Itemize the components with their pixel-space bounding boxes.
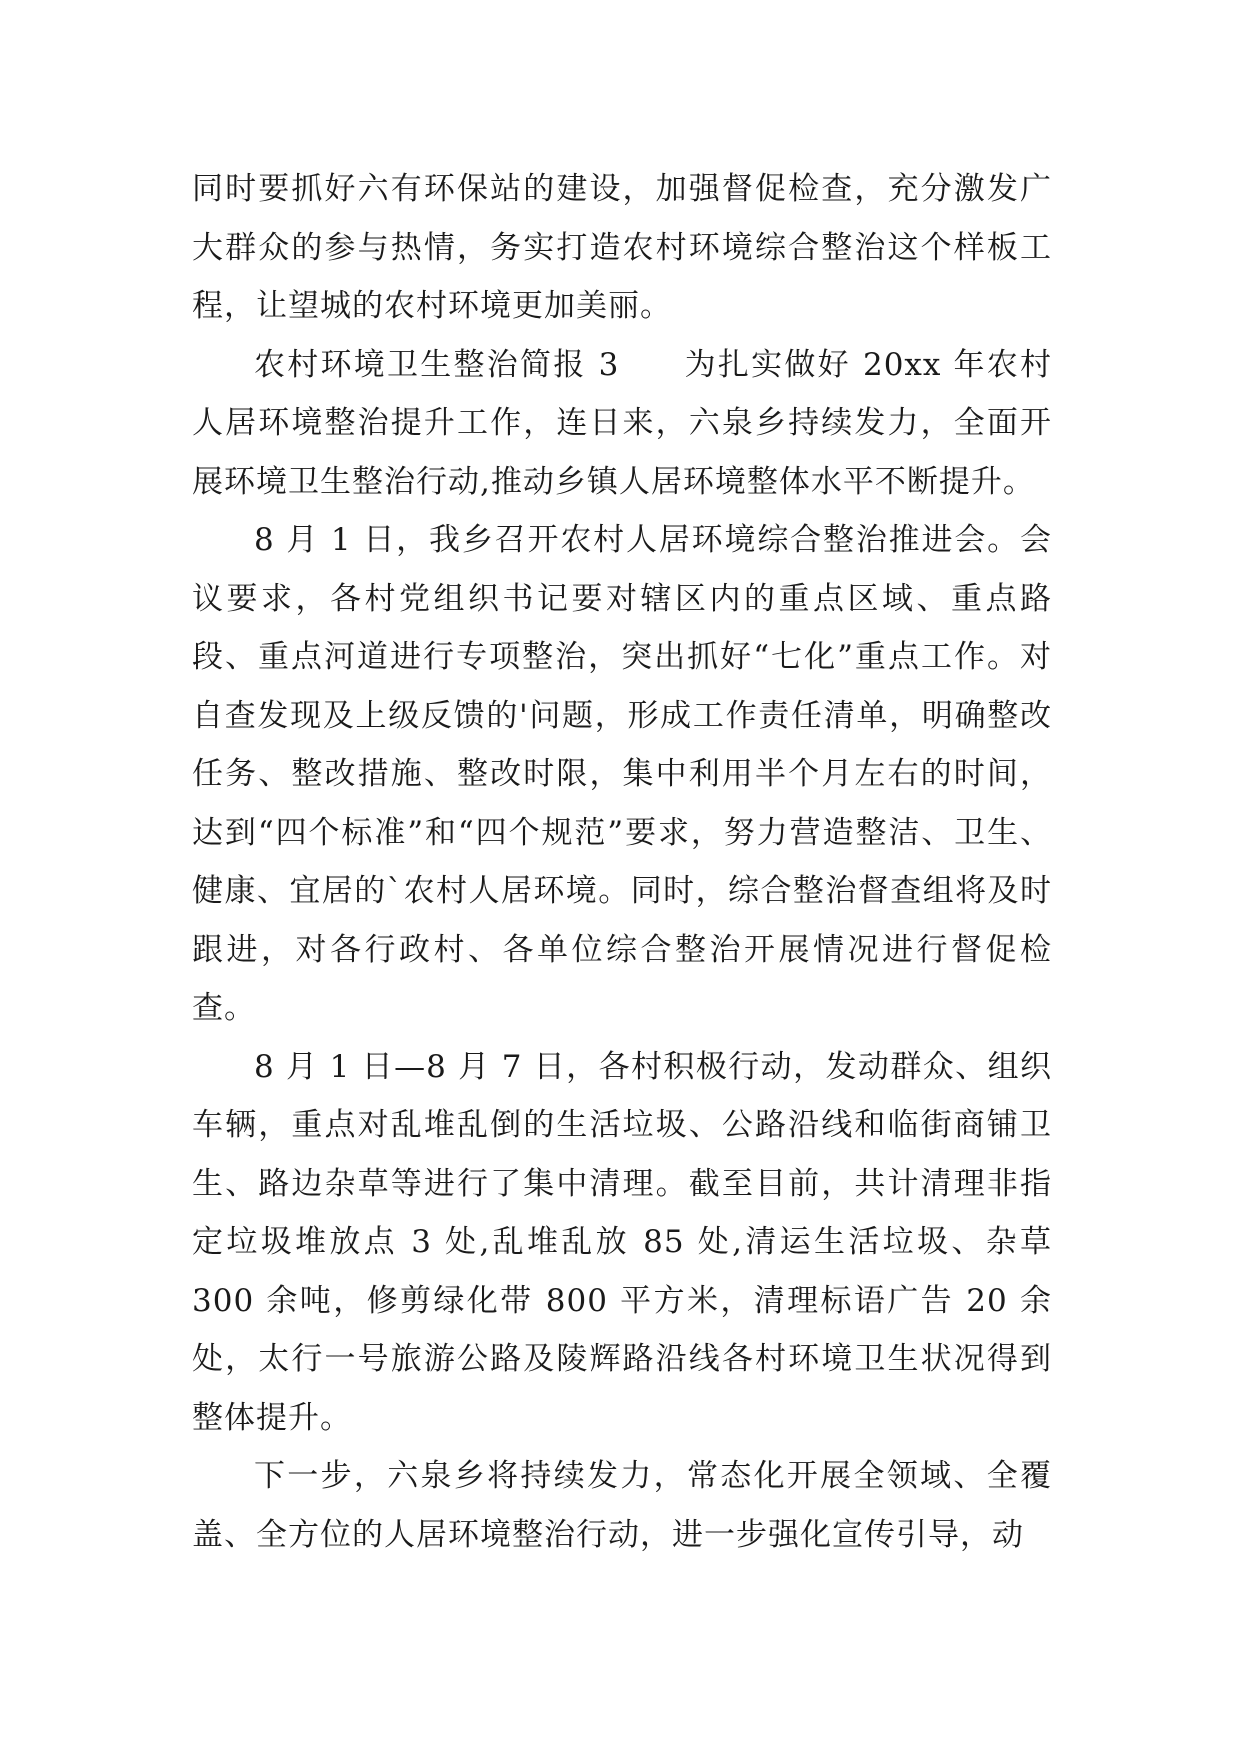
briefing-heading: 农村环境卫生整治简报 3 — [254, 346, 620, 383]
paragraph-2-text: 为扎实做好 20xx 年农村人居环境整治提升工作，连日来，六泉乡持续发力，全面开展环境卫生整治行动,推动乡镇人居环境整体水平不断提升。 — [192, 346, 1053, 500]
paragraph-4 — [192, 1038, 1052, 1448]
paragraph-2 — [192, 336, 1052, 512]
paragraph-3-text: 8 月 1 日，我乡召开农村人居环境综合整治推进会。会议要求，各村党组织书记要对辖区内的重点区域、重点路段、重点河道进行专项整治，突出抓好“七化”重点工作。对自查发现及上级反馈的'问题，形成工作责任清单，明确整改任务、整改措施、整改时限，集中利用半个月左右的时间，达到“四个标准”和“四个规范”要求，努力营造整洁、卫生、健康、宜居的`农村人居环境。同时，综合整治督查组将及时跟进，对各行政村、各单位综合整治开展情况进行督促检查。 — [192, 522, 1052, 1026]
paragraph-3 — [192, 511, 1052, 1038]
paragraph-5 — [192, 1447, 1052, 1564]
paragraph-4-text: 8 月 1 日—8 月 7 日，各村积极行动，发动群众、组织车辆，重点对乱堆乱倒的生活垃圾、公路沿线和临街商铺卫生、路边杂草等进行了集中清理。截至目前，共计清理非指定垃圾堆放点 3 处,乱堆乱放 85 处,清运生活垃圾、杂草 300 余吨，修剪绿化带 800 平方米，清理标语广告 20 余处，太行一号旅游公路及陵辉路沿线各村环境卫生状况得到整体提升。 — [192, 1048, 1052, 1436]
paragraph-1 — [192, 160, 1052, 336]
paragraph-5-text: 下一步，六泉乡将持续发力，常态化开展全领域、全覆盖、全方位的人居环境整治行动，进一步强化宣传引导，动 — [192, 1458, 1052, 1553]
paragraph-1-text: 同时要抓好六有环保站的建设，加强督促检查，充分激发广大群众的参与热情，务实打造农村环境综合整治这个样板工程，让望城的农村环境更加美丽。 — [192, 171, 1052, 324]
document-body — [192, 160, 1052, 1564]
